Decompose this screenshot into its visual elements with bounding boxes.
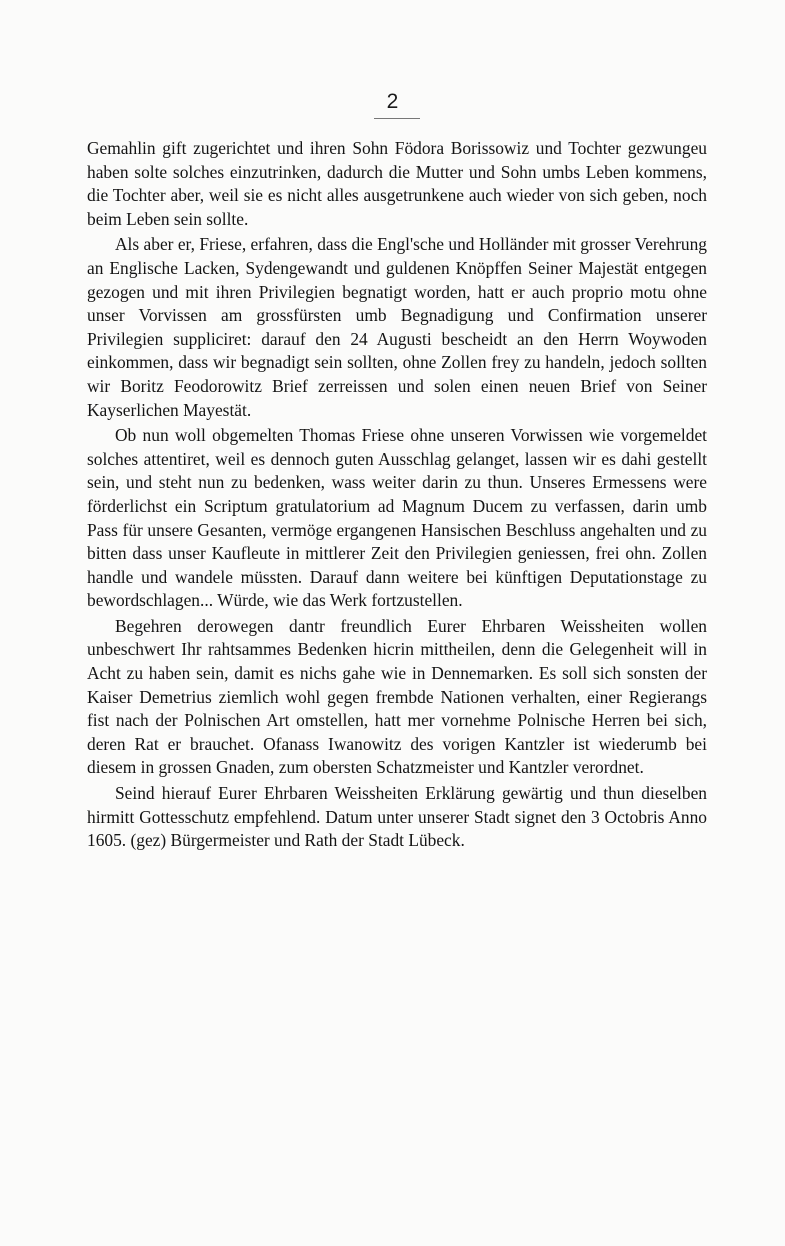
- paragraph-3: Ob nun woll obgemelten Thomas Friese ohne unseren Vorwissen wie vorgemeldet solches attentiret, weil es dennoch guten Ausschlag gelanget, lassen wir es dahi gestellt sein, und steht nun zu bedenken, wass weiter darin zu thun. Unseres Ermessens were förderlichst ein Scriptum gratulatorium ad Magnum Ducem zu verfassen, darin umb Pass für unsere Gesanten, vermöge ergangenen Hansischen Beschluss angehalten und zu bitten dass unser Kaufleute in mittlerer Zeit den Privilegien geniessen, frei ohn. Zollen handle und wandele müssten. Darauf dann weitere bei künftigen Deputationstage zu bewordschlagen... Würde, wie das Werk fortzustellen.: [87, 425, 707, 611]
- page-number-rule: [374, 118, 420, 119]
- body-text: [87, 137, 707, 853]
- paragraph-2: Als aber er, Friese, erfahren, dass die Engl'sche und Holländer mit grosser Verehrung an Englische Lacken, Sydengewandt und guldenen Knöpffen Seiner Majestät entgegen gezogen und mit ihren Privilegien begnatigt worden, hatt er auch proprio motu ohne unser Vorvissen am grossfürsten umb Begnadigung und Confirmation unserer Privilegien suppliciret: darauf den 24 Augusti bescheidt an den Herrn Woywoden einkommen, dass wir begnadigt sein sollten, ohne Zollen frey zu handeln, jedoch sollten wir Boritz Feodorowitz Brief zerreissen und solen einen neuen Brief von Seiner Kayserlichen Mayestät.: [87, 234, 707, 420]
- paragraph-1: Gemahlin gift zugerichtet und ihren Sohn Födora Borissowiz und Tochter gezwungeu haben solte solches einzutrinken, dadurch die Mutter und Sohn umbs Leben kommens, die Tochter aber, weil sie es nicht alles ausgetrunkene auch wieder von sich geben, noch beim Leben sein sollte.: [87, 138, 707, 229]
- paragraph-5: Seind hierauf Eurer Ehrbaren Weissheiten Erklärung gewärtig und thun dieselben hirmitt Gottesschutz empfehlend. Datum unter unserer Stadt signet den 3 Octobris Anno 1605. (gez) Bürgermeister und Rath der Stadt Lübeck.: [87, 783, 707, 851]
- page-number: 2: [386, 90, 399, 113]
- paragraph-4: Begehren derowegen dantr freundlich Eurer Ehrbaren Weissheiten wollen unbeschwert Ihr rahtsammes Bedenken hicrin mittheilen, denn die Gelegenheit will in Acht zu haben sein, damit es nichs gahe wie in Dennemarken. Es soll sich sonsten der Kaiser Demetrius ziemlich wohl gegen frembde Nationen verhalten, einer Regierangs fist nach der Polnischen Art omstellen, hatt mer vornehme Polnische Herren bei sich, deren Rat er brauchet. Ofanass Iwanowitz des vorigen Kantzler ist wiederumb bei diesem in grossen Gnaden, zum obersten Schatzmeister und Kantzler verordnet.: [87, 615, 707, 778]
